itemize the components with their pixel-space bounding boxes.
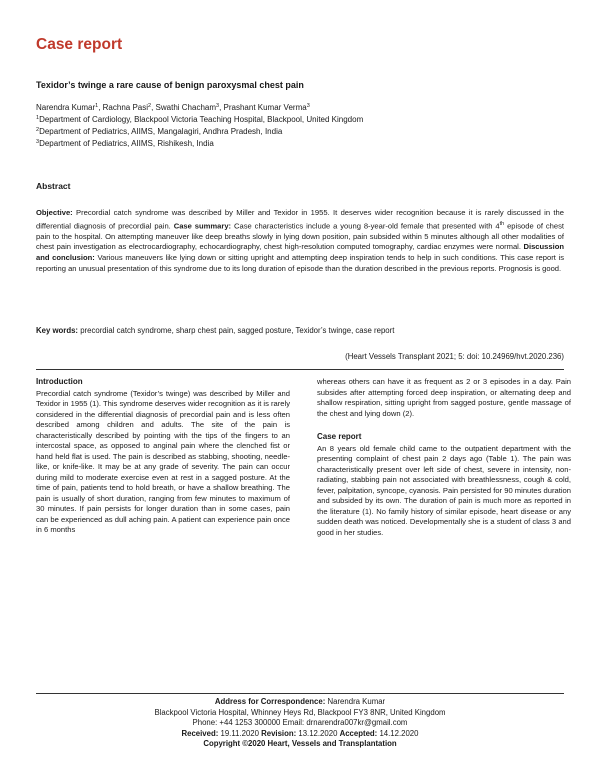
introduction-continuation: whereas others can have it as frequent as 2 or 3 episodes in a day. Pain subsides after attempting forced deep inspiration, or alternating deep and shallow respiration, sitting upright from sagged posture, gentle massage of the chest and lying down (2).: [317, 377, 571, 418]
divider-top: [36, 369, 564, 370]
copyright-text: Copyright ©2020 Heart, Vessels and Transplantation: [203, 739, 397, 749]
keywords: [36, 326, 576, 335]
affiliation-sup: 3: [36, 139, 40, 145]
author-name: Swathi Chacham: [155, 103, 217, 112]
revision-date: 13.12.2020: [296, 728, 340, 738]
dates-line: [36, 729, 564, 740]
objective-label: Objective:: [36, 208, 73, 217]
correspondence-line: [36, 697, 564, 708]
author-name: Narendra Kumar: [36, 103, 96, 112]
summary-text: Case characteristics include a young 8-year-old female that presented with 4: [231, 221, 500, 231]
correspondence-label: Address for Correspondence:: [214, 697, 326, 706]
affiliation: [36, 137, 363, 149]
case-report-text: An 8 years old female child came to the outpatient department with the presenting complaint of chest pain 2 days ago (Table 1). The pain was characteristically present over left side of chest, severe in intensity, non-radiating, stabbing pain not associated with breathlessness, cough & cold, fever, palpitation, syncope, cyanosis. Pain persisted for 90 minutes duration and subsided by its own. The duration of pain is much more as reported in the literature (1). No family history of similar episode, heart disease or any sudden death was noticed. Developmentally she is a student of class 3 and good in her studies.: [317, 443, 571, 537]
affiliation-sup: 1: [36, 115, 40, 121]
affiliation-text: Department of Pediatrics, AIIMS, Rishikesh, India: [39, 139, 214, 148]
author-block: [36, 101, 363, 149]
discussion-label: Discussion and conclusion:: [36, 242, 564, 262]
introduction-column: [36, 377, 290, 536]
section-label: Case report: [36, 36, 123, 53]
keywords-text: precordial catch syndrome, sharp chest pain, sagged posture, Texidor’s twinge, case report: [78, 326, 395, 335]
affiliation: [36, 113, 363, 125]
article-title: Texidor’s twinge a rare cause of benign paroxysmal chest pain: [36, 80, 304, 90]
author-name: Rachna Pasi: [102, 103, 149, 112]
case-report-heading: Case report: [317, 432, 362, 441]
author-sup: 2: [148, 103, 152, 109]
received-date: 19.11.2020: [218, 728, 262, 738]
affiliation-text: Department of Cardiology, Blackpool Victoria Teaching Hospital, Blackpool, United Kingdom: [39, 115, 364, 124]
revision-label: Revision:: [261, 728, 297, 738]
abstract-heading: Abstract: [36, 181, 71, 191]
introduction-heading: Introduction: [36, 377, 83, 386]
accepted-date: 14.12.2020: [377, 728, 419, 738]
column-spacer: [317, 419, 571, 432]
right-column: [317, 377, 571, 538]
discussion-text: Various maneuvers like lying down or sitting upright and attempting deep inspiration tends to help in such conditions. This case report is reporting an unusual presentation of this syndrome due to its long duration of episode than the duration described in the previous reports. Prognosis is good.: [36, 252, 564, 273]
affiliation: [36, 125, 363, 137]
contact-line: Phone: +44 1253 300000 Email: drnarendra007kr@gmail.com: [192, 718, 408, 728]
author-list: Narendra Kumar$^1$, Rachna Pasi$^2$, Swathi Chacham$^3$, Prashant Kumar Verma$^3$: [36, 103, 310, 112]
accepted-label: Accepted:: [339, 728, 378, 738]
author-sup: 3: [216, 103, 220, 109]
abstract-body: [36, 208, 564, 274]
correspondence-name: Narendra Kumar: [325, 697, 386, 706]
introduction-text: Precordial catch syndrome (Texidor’s twinge) was described by Miller and Texidor in 1955 (1). This syndrome deserves wider recognition as it is rarely considered in the differential diagnosis of precordial pain and is less often described among children and adults. The site of the pain is characteristically described by pointing with the tips of the fingers to an intercostal space, as opposed to anginal pain where the clenched fist or hand held flat is used. The pain is described as stabbing, shooting, needle-like, or knife-like. It may be at any grade of severity. The pain can occur during mild to moderate exercise even at rest in a sagged posture. At the time of pain, patients tend to hold breath, or have a shallow breathing. The pain is usually of short duration, ranging from few minutes to maximum of 30 minutes. If pain persists for longer duration than in some cases, pain can be experienced as dull aching pain. A patient can experience pain once in 6 months: [36, 388, 290, 534]
summary-text-cont: episode of chest pain to the hospital. On attempting maneuver like deep breaths slowly in lying down position, pain subsided within 5 minutes although all other modalities of chest pain investigation as electrocardiography, echocardiography, chest high-resolution computed tomography, cardiac enzymes were normal.: [36, 221, 564, 252]
address-line: Blackpool Victoria Hospital, Whinney Heys Rd, Blackpool FY3 8NR, United Kingdom: [154, 707, 446, 717]
received-label: Received:: [181, 728, 219, 738]
keywords-label: Key words:: [36, 326, 79, 335]
copyright-line: [36, 739, 564, 750]
affiliation-sup: 2: [36, 127, 40, 133]
correspondence-footer: [36, 697, 564, 750]
divider-bottom: [36, 693, 564, 694]
citation: (Heart Vessels Transplant 2021; 5: doi: 10.24969/hvt.2020.236): [345, 352, 564, 361]
author-sup: 3: [306, 103, 310, 109]
affiliation-text: Department of Pediatrics, AIIMS, Mangalagiri, Andhra Pradesh, India: [39, 127, 283, 136]
objective-text: Precordial catch syndrome was described by Miller and Texidor in 1955. It deserves wider recognition because it is rarely discussed in the differential diagnosis of precordial pain.: [36, 208, 564, 231]
author-sup: 1: [95, 103, 99, 109]
summary-sup: th: [499, 220, 505, 227]
summary-label: Case summary:: [173, 221, 232, 231]
author-name: Prashant Kumar Verma: [223, 103, 307, 112]
